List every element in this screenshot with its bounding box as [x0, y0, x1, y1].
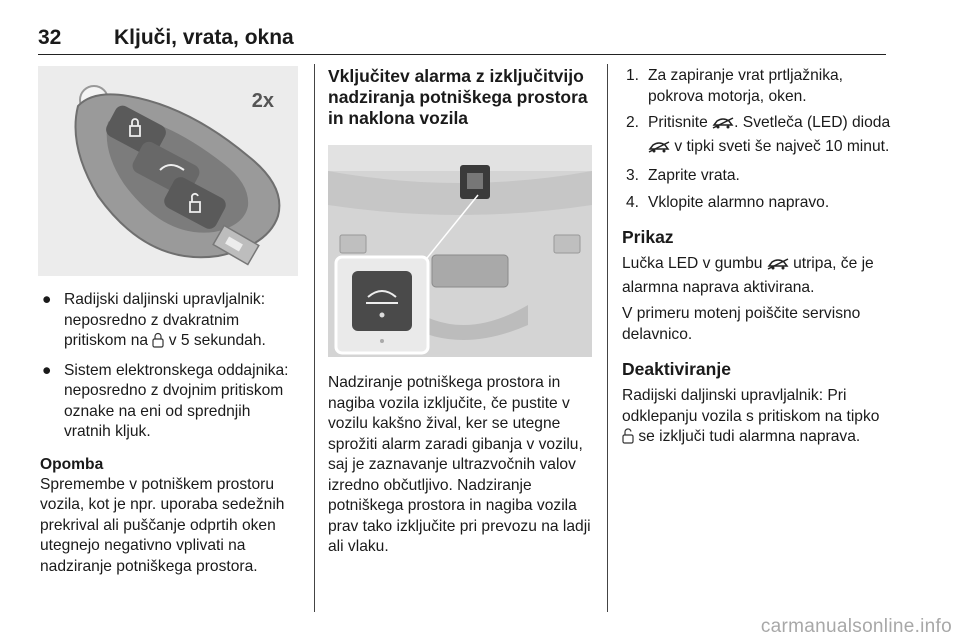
subsection-title-deactivate: Deaktiviranje — [622, 359, 731, 379]
subsection-title-display: Prikaz — [622, 227, 674, 247]
section-title: Vključitev alarma z izključitvijo nadziranja potniškega prostora in naklona vozila — [328, 66, 588, 128]
list-item: 3. Zaprite vrata. — [626, 167, 740, 184]
car-alarm-icon — [712, 116, 734, 137]
note-title: Opomba — [40, 455, 104, 473]
key-fob-figure — [38, 66, 298, 276]
overhead-console-icon — [328, 145, 592, 357]
display-paragraph: Lučka LED v gumbu utripa, če je alarmna naprava aktivirana. — [622, 255, 874, 296]
list-item: 4. Vklopite alarmno napravo. — [626, 193, 830, 211]
list-item: ● Radijski daljinski upravljalnik: neposredno z dvakratnim pritiskom na v 5 sekundah. — [38, 290, 300, 355]
unlock-icon — [622, 428, 634, 451]
display-paragraph-2: V primeru motenj poiščite servisno delavnico. — [622, 305, 861, 343]
list-item: 2. Pritisnite . Svetleča (LED) dioda v tipki sveti še največ 10 minut. — [622, 113, 892, 160]
page-header — [38, 26, 886, 55]
list-item: ● Sistem elektronskega oddajnika: neposredno z dvojnim pritiskom oznake na eni od sprednjih vratnih kljuk. — [42, 361, 289, 440]
step-list — [622, 66, 892, 213]
watermark: carmanualsonline.info — [760, 616, 952, 637]
note-text: Spremembe v potniškem prostoru vozila, kot je npr. uporaba sedežnih prekrival ali puščanje odprtih oken utegnejo negativno vplivati na nadziranje potniškega prostora. — [40, 475, 285, 575]
lock-icon — [152, 332, 164, 355]
bullet-text: Radijski daljinski upravljalnik: neposredno z dvakratnim pritiskom na — [64, 291, 266, 349]
alarm-button-figure — [328, 145, 592, 357]
column-middle — [328, 66, 594, 558]
list-item: 1. Za zapiranje vrat prtljažnika, pokrova motorja, oken. — [626, 67, 844, 105]
column-right — [622, 66, 892, 457]
bullet-list — [38, 290, 300, 443]
figure-label: 2x — [251, 90, 274, 112]
deactivate-paragraph: Radijski daljinski upravljalnik: Pri odklepanju vozila s pritiskom na tipko se izključi tudi alarmna naprava. — [622, 386, 892, 451]
page-number: 32 — [38, 26, 62, 49]
chapter-title: Ključi, vrata, okna — [114, 26, 294, 49]
bullet-text: Sistem elektronskega oddajnika: neposredno z dvojnim pritiskom oznake na eni od sprednjih vratnih kljuk. — [64, 361, 289, 440]
car-alarm-icon — [767, 257, 789, 278]
bullet-text-cont: v 5 sekundah. — [168, 332, 266, 349]
section-body: Nadziranje potniškega prostora in nagiba vozila izključite, če pustite v vozilu kakšno žival, ker se utegne sprožiti alarm zaradi gibanja v vozilu, saj je zaznavanje ultrazvočnih valov izredno občutljivo. Nadziranje potniškega prostora in nagiba vozila prav tako izključite pri prevozu na ladji ali vlaku. — [328, 374, 591, 555]
car-alarm-icon — [648, 140, 670, 161]
column-left — [38, 66, 300, 577]
column-divider — [607, 64, 608, 612]
column-divider — [314, 64, 315, 612]
